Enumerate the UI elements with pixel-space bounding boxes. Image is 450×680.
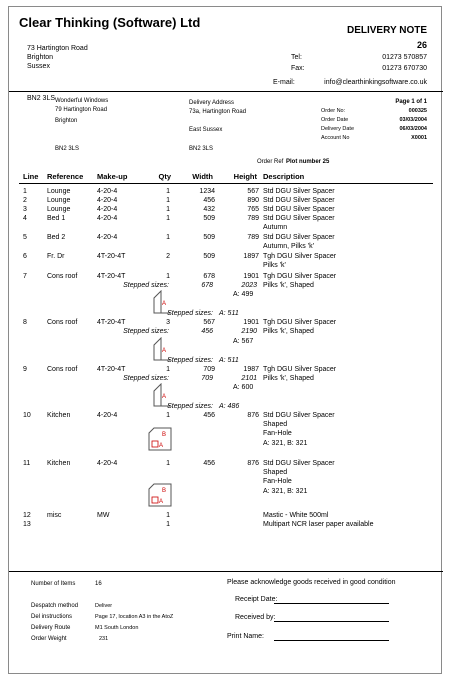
svg-text:A: A bbox=[162, 301, 167, 307]
doc-title: DELIVERY NOTE bbox=[346, 25, 427, 36]
delivery-date-label: Delivery Date bbox=[321, 126, 355, 132]
col-qty: Qty bbox=[158, 172, 171, 181]
delivery-date-value: 06/03/2004 bbox=[399, 126, 427, 132]
row-4-desc-2: Autumn bbox=[263, 224, 288, 231]
weight-label: Order Weight bbox=[31, 636, 67, 642]
col-height: Height bbox=[233, 172, 257, 181]
company-postcode: BN2 3LS bbox=[27, 95, 56, 102]
row-11-desc-3: Fan-Hole bbox=[263, 478, 292, 485]
row-5-desc-2: Autumn, Pilks 'k' bbox=[263, 243, 314, 250]
stepped-label: Stepped sizes: bbox=[123, 375, 169, 382]
row-10-desc-4: A: 321, B: 321 bbox=[263, 440, 308, 447]
company-address-2: Brighton bbox=[27, 54, 54, 61]
svg-text:A: A bbox=[162, 394, 167, 400]
table-row: 12 misc MW 1 Mastic - White 500ml bbox=[23, 512, 329, 519]
delivery-note-page bbox=[8, 6, 442, 674]
stepped-label: Stepped sizes: bbox=[167, 357, 213, 364]
col-reference: Reference bbox=[47, 172, 84, 181]
shape-diagram-icon bbox=[147, 483, 173, 507]
stepped-label: Stepped sizes: bbox=[167, 310, 213, 317]
stepped-width: 709 bbox=[201, 375, 213, 382]
header-divider bbox=[9, 91, 443, 92]
order-date-value: 03/03/2004 bbox=[399, 117, 427, 123]
footer-divider bbox=[9, 571, 443, 572]
table-row: 8 Cons roof 4T-20-4T 3 567 1901 Tgh DGU Silver Spacer bbox=[23, 319, 337, 326]
columns-underline bbox=[19, 183, 433, 184]
receipt-date-line bbox=[274, 603, 389, 604]
received-by-label: Received by: bbox=[235, 614, 276, 621]
instr-label: Del instructions bbox=[31, 614, 73, 620]
stepped-label: Stepped sizes: bbox=[123, 282, 169, 289]
stepped-desc: Pilks 'k', Shaped bbox=[263, 328, 314, 335]
stepped-sizes-a: A: 486 bbox=[219, 403, 240, 410]
row-10-desc-3: Fan-Hole bbox=[263, 430, 292, 437]
col-makeup: Make-up bbox=[97, 172, 128, 181]
stepped-desc: Pilks 'k', Shaped bbox=[263, 282, 314, 289]
page-number: Page 1 of 1 bbox=[395, 99, 427, 105]
company-address-3: Sussex bbox=[27, 63, 50, 70]
svg-text:A: A bbox=[159, 443, 164, 449]
table-row: 1 Lounge 4-20-4 1 1234 567 Std DGU Silver Spacer bbox=[23, 188, 335, 195]
order-ref-label: Order Ref bbox=[257, 159, 284, 165]
table-row: 6 Fr. Dr 4T-20-4T 2 509 1897 Tgh DGU Silver Spacer bbox=[23, 253, 337, 260]
receipt-date-label: Receipt Date: bbox=[235, 596, 278, 603]
customer-line-4: Brighton bbox=[55, 118, 78, 124]
row-6-desc-2: Pilks 'k' bbox=[263, 262, 286, 269]
shape-diagram-icon bbox=[147, 427, 173, 451]
despatch-value: Deliver bbox=[95, 603, 113, 609]
row-11-desc-2: Shaped bbox=[263, 469, 288, 476]
doc-number: 26 bbox=[416, 40, 427, 50]
company-name: Clear Thinking (Software) Ltd bbox=[19, 15, 201, 30]
stepped-desc: Pilks 'k', Shaped bbox=[263, 375, 314, 382]
stepped-label: Stepped sizes: bbox=[123, 328, 169, 335]
table-row: 10 Kitchen 4-20-4 1 456 876 Std DGU Silver Spacer bbox=[23, 412, 335, 419]
instr-value: Page 17, location A3 in the AtoZ bbox=[95, 614, 174, 620]
order-date-label: Order Date bbox=[321, 117, 349, 123]
table-row: 7 Cons roof 4T-20-4T 1 678 1901 Tgh DGU Silver Spacer bbox=[23, 273, 337, 280]
col-width: Width bbox=[192, 172, 213, 181]
delivery-line-2: 73a, Hartington Road bbox=[189, 109, 247, 115]
stepped-width: 678 bbox=[201, 282, 213, 289]
table-row: 3 Lounge 4-20-4 1 432 765 Std DGU Silver Spacer bbox=[23, 206, 335, 213]
account-no-label: Account No bbox=[321, 135, 350, 141]
svg-text:B: B bbox=[162, 432, 167, 438]
stepped-a: A: 600 bbox=[233, 384, 254, 391]
stepped-width: 456 bbox=[201, 328, 213, 335]
received-by-line bbox=[274, 621, 389, 622]
stepped-sizes-a: A: 511 bbox=[219, 357, 239, 364]
fax-label: Fax: bbox=[291, 65, 305, 72]
route-value: M1 South London bbox=[95, 625, 139, 631]
stepped-height: 2190 bbox=[241, 328, 257, 335]
route-label: Delivery Route bbox=[31, 625, 71, 631]
ack-text: Please acknowledge goods received in good condition bbox=[227, 579, 396, 586]
delivery-postcode: BN2 3LS bbox=[189, 146, 214, 152]
despatch-label: Despatch method bbox=[31, 603, 79, 609]
order-no-value: 000325 bbox=[408, 108, 427, 114]
table-row: 9 Cons roof 4T-20-4T 1 709 1987 Tgh DGU Silver Spacer bbox=[23, 366, 337, 373]
stepped-sizes-a: A: 511 bbox=[219, 310, 239, 317]
col-line: Line bbox=[23, 172, 39, 181]
stepped-a: A: 499 bbox=[233, 291, 254, 298]
row-10-desc-2: Shaped bbox=[263, 421, 288, 428]
svg-text:A: A bbox=[159, 499, 164, 505]
weight-value: 231 bbox=[99, 636, 109, 642]
account-no-value: X0001 bbox=[411, 135, 427, 141]
delivery-line-1: Delivery Address bbox=[189, 100, 235, 106]
order-no-label: Order No: bbox=[321, 108, 346, 114]
stepped-height: 2101 bbox=[241, 375, 257, 382]
print-name-label: Print Name: bbox=[227, 633, 264, 640]
delivery-line-4: East Sussex bbox=[189, 127, 223, 133]
company-address-1: 73 Hartington Road bbox=[27, 45, 88, 52]
stepped-label: Stepped sizes: bbox=[167, 403, 213, 410]
customer-line-2: 79 Hartington Road bbox=[55, 107, 108, 113]
email-label: E-mail: bbox=[273, 79, 295, 86]
svg-text:A: A bbox=[162, 348, 167, 354]
tel-value: 01273 570857 bbox=[382, 54, 427, 61]
print-name-line bbox=[274, 640, 389, 641]
num-items-label: Number of Items bbox=[31, 581, 76, 587]
fax-value: 01273 670730 bbox=[382, 65, 427, 72]
table-row: 2 Lounge 4-20-4 1 456 890 Std DGU Silver Spacer bbox=[23, 197, 335, 204]
email-value: info@clearthinkingsoftware.co.uk bbox=[324, 79, 427, 86]
order-ref-value: Plot number 25 bbox=[286, 159, 330, 165]
table-row: 5 Bed 2 4-20-4 1 509 789 Std DGU Silver Spacer bbox=[23, 234, 335, 241]
customer-line-1: Wonderful Windows bbox=[55, 98, 109, 104]
stepped-a: A: 567 bbox=[233, 338, 254, 345]
stepped-height: 2023 bbox=[241, 282, 257, 289]
customer-postcode: BN2 3LS bbox=[55, 146, 80, 152]
num-items-value: 16 bbox=[95, 581, 102, 587]
col-description: Description bbox=[263, 172, 305, 181]
table-row: 13 1 Multipart NCR laser paper available bbox=[23, 521, 374, 528]
table-row: 4 Bed 1 4-20-4 1 509 789 Std DGU Silver Spacer bbox=[23, 215, 335, 222]
table-row: 11 Kitchen 4-20-4 1 456 876 Std DGU Silver Spacer bbox=[23, 460, 335, 467]
svg-text:B: B bbox=[162, 488, 167, 494]
tel-label: Tel: bbox=[291, 54, 302, 61]
row-11-desc-4: A: 321, B: 321 bbox=[263, 488, 308, 495]
